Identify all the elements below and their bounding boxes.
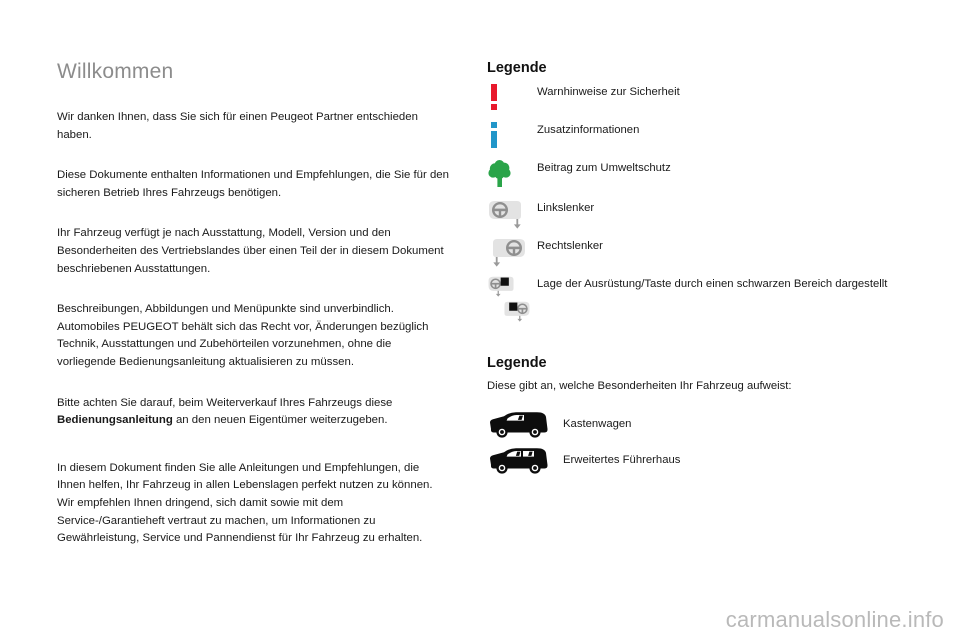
legend-symbols-title: Legende <box>487 60 547 76</box>
legend-item-warning <box>487 83 907 121</box>
crew-cab-van-icon <box>487 443 563 477</box>
legend-vehicles-section <box>487 355 907 478</box>
legend-item-crew-cab-van <box>487 442 907 478</box>
legend-item-information <box>487 121 907 159</box>
legend-item-black-area-label: Lage der Ausrüstung/Taste durch einen schwarzen Bereich dargestellt <box>537 277 888 290</box>
welcome-paragraph-last: In diesem Dokument finden Sie alle Anleitungen und Empfehlungen, die Ihnen helfen, Ihr Fahrzeug in allen Lebenslagen perfekt nutzen zu können. Wir empfehlen Ihnen dringend, sich damit sowie mit dem Service-/Garantieheft vertraut zu machen, um Informationen zu Gewährleistung, Service und Pannendienst für Ihr Fahrzeug zu erhalten. <box>57 461 433 545</box>
legend-item-panel-van-label: Kastenwagen <box>563 417 632 430</box>
legend-item-warning-label: Warnhinweise zur Sicherheit <box>537 85 680 98</box>
black-area-location-icon <box>487 275 537 324</box>
resale-text-after: an den neuen Eigentümer weiterzugeben. <box>172 414 388 427</box>
resale-paragraph <box>57 395 449 430</box>
resale-text-before: Bitte achten Sie darauf, beim Weiterverkauf Ihres Fahrzeugs diese <box>57 396 393 409</box>
legend-item-environment <box>487 159 907 199</box>
legend-item-left-hand-drive <box>487 199 907 237</box>
legend-item-panel-van <box>487 406 907 442</box>
welcome-section <box>57 60 449 571</box>
legend-item-black-area <box>487 275 907 331</box>
page-title: Willkommen <box>57 60 174 83</box>
warning-exclamation-icon <box>487 83 537 110</box>
site-watermark: carmanualsonline.info <box>725 607 944 632</box>
legend-item-left-hand-drive-label: Linkslenker <box>537 201 595 214</box>
legend-symbols-list <box>487 83 907 331</box>
welcome-paragraph-3: Ihr Fahrzeug verfügt je nach Ausstattung, Modell, Version und den Besonderheiten des Vertriebslandes über einen Teil der in diesem Dokument beschriebenen Ausstattungen. <box>57 227 444 275</box>
legend-symbols-section <box>487 60 907 331</box>
information-i-icon <box>487 121 537 148</box>
right-hand-drive-icon <box>487 237 537 268</box>
legend-vehicles-title: Legende <box>487 355 547 371</box>
welcome-paragraph-1: Wir danken Ihnen, dass Sie sich für einen Peugeot Partner entschieden haben. <box>57 111 418 141</box>
left-hand-drive-icon <box>487 199 537 230</box>
welcome-paragraph-2: Diese Dokumente enthalten Informationen und Empfehlungen, die Sie für den sicheren Betrieb Ihres Fahrzeugs benötigen. <box>57 169 449 199</box>
environment-tree-icon <box>487 159 537 188</box>
legend-item-right-hand-drive <box>487 237 907 275</box>
welcome-paragraph-4: Beschreibungen, Abbildungen und Menüpunkte sind unverbindlich. Automobiles PEUGEOT behält sich das Recht vor, Änderungen bezüglich Technik, Ausstattungen und Zubehörteilen vorzunehmen, ohne die vorliegende Bedienungsanleitung aktualisieren zu müssen. <box>57 303 429 369</box>
manual-bold-term: Bedienungsanleitung <box>57 414 173 427</box>
panel-van-icon <box>487 407 563 441</box>
legend-vehicles-subtitle: Diese gibt an, welche Besonderheiten Ihr Fahrzeug aufweist: <box>487 379 792 392</box>
legend-item-crew-cab-van-label: Erweitertes Führerhaus <box>563 453 681 466</box>
legend-item-environment-label: Beitrag zum Umweltschutz <box>537 161 671 174</box>
legend-item-right-hand-drive-label: Rechtslenker <box>537 239 603 252</box>
legend-item-information-label: Zusatzinformationen <box>537 123 640 136</box>
